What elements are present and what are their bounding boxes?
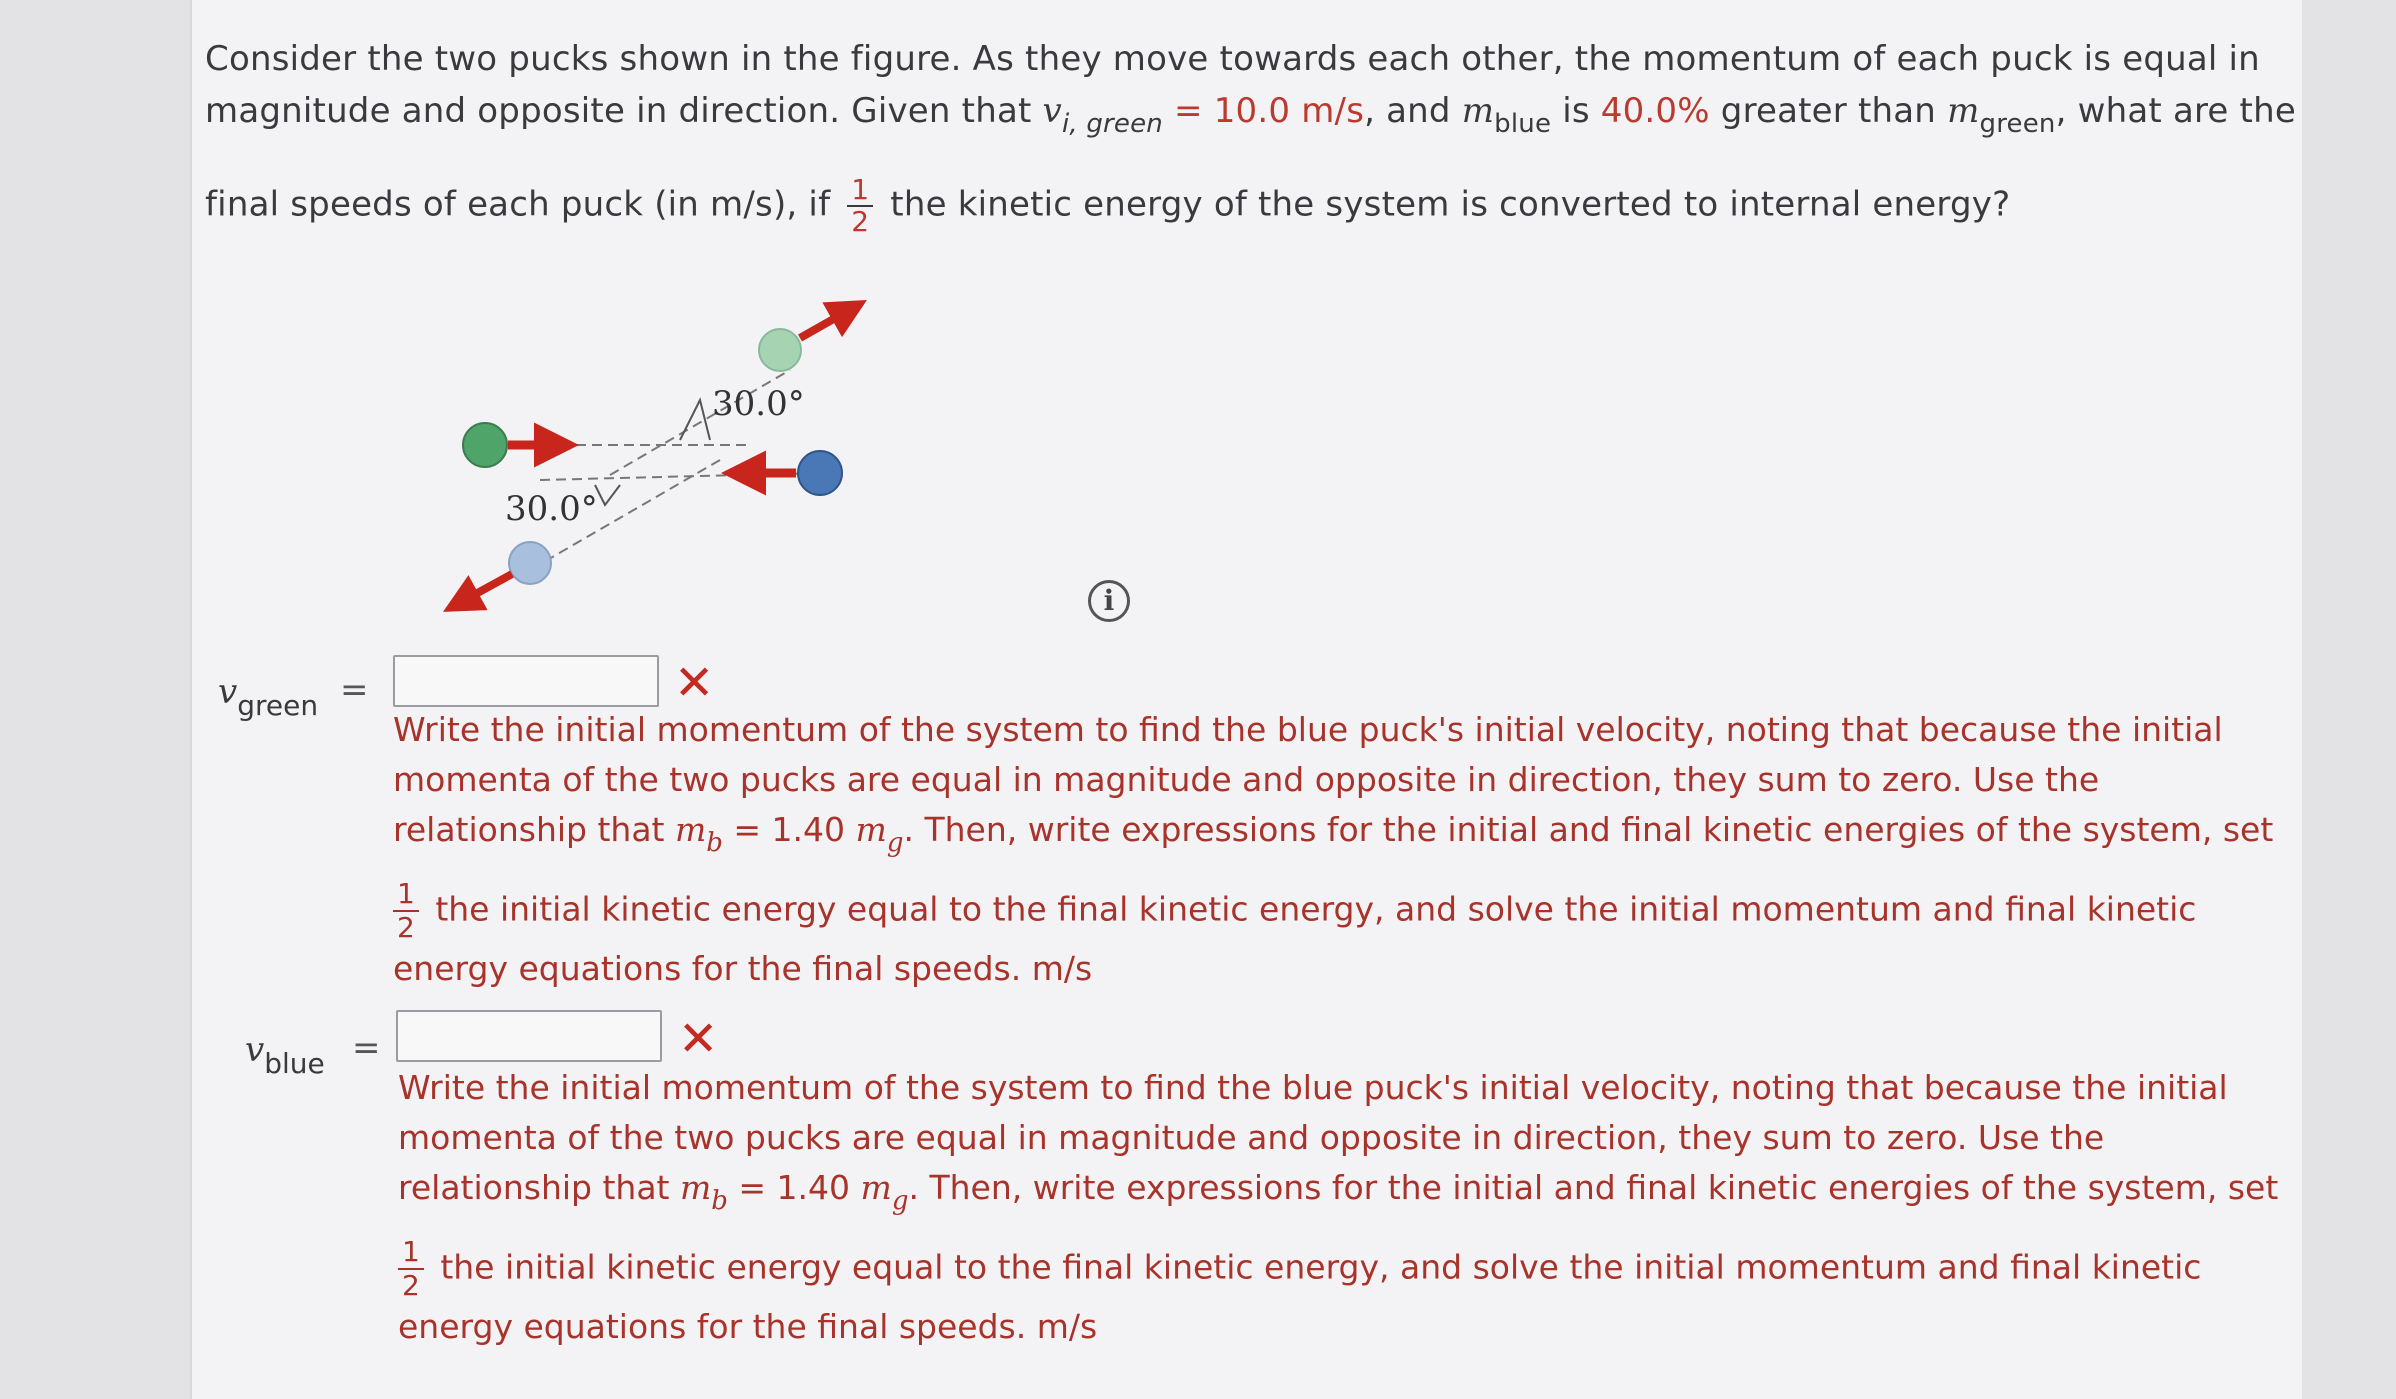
fraction-numerator: 1 bbox=[398, 1236, 424, 1270]
v-blue-input[interactable] bbox=[396, 1010, 662, 1062]
feedback-equation: = 1.40 bbox=[727, 1168, 861, 1207]
angle-label-bottom: 30.0° bbox=[505, 489, 598, 529]
fraction-denominator: 2 bbox=[851, 205, 870, 238]
fraction-denominator: 2 bbox=[402, 1269, 420, 1302]
mass-symbol: m bbox=[860, 1168, 892, 1207]
question-text-segment: greater than bbox=[1709, 91, 1948, 131]
question-text-segment: final speeds of each puck (in m/s), if bbox=[205, 184, 842, 225]
mass-symbol: m bbox=[855, 810, 887, 849]
mass-subscript-b: b bbox=[706, 828, 723, 858]
feedback-text-segment: relationship that bbox=[393, 810, 675, 849]
v-green-subscript: green bbox=[237, 689, 319, 722]
velocity-symbol: v bbox=[1042, 91, 1062, 131]
v-blue-equals: = bbox=[352, 1028, 381, 1068]
velocity-subscript: i, green bbox=[1061, 109, 1163, 139]
feedback-line: energy equations for the final speeds. m/s bbox=[393, 949, 1093, 988]
feedback-equation: = 1.40 bbox=[722, 810, 856, 849]
info-icon[interactable]: i bbox=[1088, 580, 1130, 622]
v-green-label bbox=[218, 672, 318, 722]
question-line-2 bbox=[205, 86, 2295, 149]
incorrect-x-icon: ✕ bbox=[678, 1011, 719, 1067]
green-puck-final bbox=[759, 329, 801, 371]
feedback-line: momenta of the two pucks are equal in magnitude and opposite in direction, they sum to zero. Use the bbox=[393, 760, 2100, 799]
v-blue-label bbox=[245, 1030, 325, 1080]
collision-diagram bbox=[420, 280, 920, 630]
given-percent-value: 40.0% bbox=[1600, 91, 1710, 131]
mass-symbol: m bbox=[674, 810, 707, 849]
question-text-segment: , what are the bbox=[2055, 91, 2296, 131]
fraction-numerator: 1 bbox=[847, 175, 873, 207]
mass-symbol-green: m bbox=[1947, 91, 1980, 131]
feedback-line bbox=[398, 1163, 2338, 1226]
question-line-3 bbox=[205, 175, 2295, 237]
angle-marker-bottom bbox=[595, 485, 620, 505]
blue-puck-final bbox=[509, 542, 551, 584]
feedback-text-segment: the initial kinetic energy equal to the final kinetic energy, and solve the initial momentum and final kinetic bbox=[424, 889, 2197, 929]
feedback-line: Write the initial momentum of the system to find the blue puck's initial velocity, noting that because the initial bbox=[398, 1068, 2228, 1107]
mass-subscript-g: g bbox=[886, 828, 904, 858]
v-green-symbol: v bbox=[218, 672, 238, 712]
given-velocity-value: 10.0 m/s bbox=[1213, 91, 1365, 131]
v-green-feedback bbox=[393, 705, 2333, 994]
mass-subscript-b: b bbox=[711, 1186, 728, 1216]
feedback-line bbox=[398, 1236, 2338, 1302]
feedback-text-segment: the initial kinetic energy equal to the final kinetic energy, and solve the initial momentum and final kinetic bbox=[429, 1247, 2202, 1287]
mass-symbol: m bbox=[679, 1168, 712, 1207]
question-text-segment: the kinetic energy of the system is converted to internal energy? bbox=[879, 184, 2011, 225]
fraction-one-half bbox=[393, 878, 419, 944]
v-blue-feedback bbox=[398, 1063, 2338, 1352]
fraction-denominator: 2 bbox=[397, 911, 415, 944]
angle-label-top: 30.0° bbox=[712, 384, 805, 424]
v-green-input[interactable] bbox=[393, 655, 659, 707]
feedback-text-segment: relationship that bbox=[398, 1168, 680, 1207]
v-green-equals: = bbox=[340, 670, 369, 710]
feedback-text-segment: . Then, write expressions for the initial and final kinetic energies of the system, set bbox=[903, 810, 2274, 849]
question-text-segment: magnitude and opposite in direction. Given that bbox=[205, 91, 1043, 131]
fraction-numerator: 1 bbox=[393, 878, 419, 912]
mass-symbol-blue: m bbox=[1461, 91, 1495, 131]
collision-figure bbox=[420, 280, 920, 630]
v-blue-subscript: blue bbox=[264, 1047, 325, 1080]
v-blue-symbol: v bbox=[245, 1030, 265, 1070]
feedback-line bbox=[393, 878, 2333, 944]
question-text-segment: , and bbox=[1364, 91, 1462, 131]
fraction-one-half bbox=[847, 175, 873, 237]
feedback-text-segment: . Then, write expressions for the initial and final kinetic energies of the system, set bbox=[908, 1168, 2279, 1207]
mass-subscript-green: green bbox=[1979, 109, 2056, 139]
feedback-line: Write the initial momentum of the system to find the blue puck's initial velocity, noting that because the initial bbox=[393, 710, 2223, 749]
fraction-one-half bbox=[398, 1236, 424, 1302]
feedback-line bbox=[393, 805, 2333, 868]
equals-sign: = bbox=[1163, 91, 1214, 131]
green-puck-initial bbox=[463, 423, 507, 467]
blue-puck-initial bbox=[798, 451, 842, 495]
feedback-line: momenta of the two pucks are equal in magnitude and opposite in direction, they sum to zero. Use the bbox=[398, 1118, 2105, 1157]
incorrect-x-icon: ✕ bbox=[674, 655, 715, 711]
question-line-1: Consider the two pucks shown in the figure. As they move towards each other, the momentum of each puck is equal in bbox=[205, 39, 2260, 79]
blue-final-velocity-arrow bbox=[450, 574, 512, 608]
feedback-line: energy equations for the final speeds. m/s bbox=[398, 1307, 1098, 1346]
angle-marker-top bbox=[680, 400, 710, 440]
green-final-velocity-arrow bbox=[800, 304, 860, 338]
mass-subscript-g: g bbox=[891, 1186, 909, 1216]
mass-subscript-blue: blue bbox=[1494, 109, 1552, 139]
question-text-segment: is bbox=[1551, 91, 1601, 131]
question-text bbox=[205, 34, 2295, 237]
